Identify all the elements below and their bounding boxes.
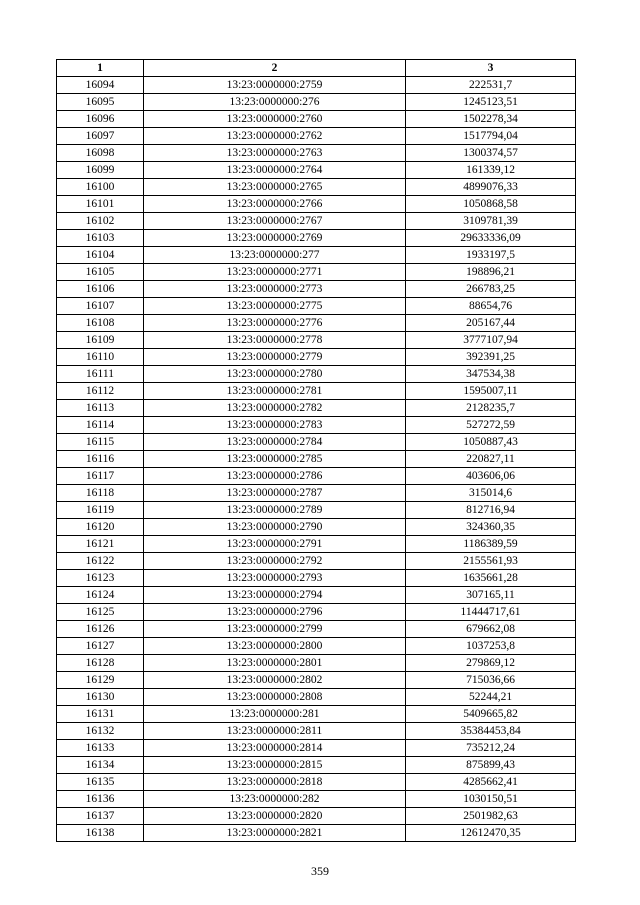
- row-number-cell: 16118: [57, 485, 144, 502]
- value-cell: 2155561,93: [406, 553, 576, 570]
- row-number-cell: 16132: [57, 723, 144, 740]
- cadastral-number-cell: 13:23:0000000:281: [144, 706, 406, 723]
- row-number-cell: 16123: [57, 570, 144, 587]
- cadastral-number-cell: 13:23:0000000:277: [144, 247, 406, 264]
- table-row: [57, 485, 576, 502]
- value-cell: 324360,35: [406, 519, 576, 536]
- table-body: [57, 77, 576, 842]
- row-number-cell: 16128: [57, 655, 144, 672]
- value-cell: 1186389,59: [406, 536, 576, 553]
- table-row: [57, 451, 576, 468]
- column-header-3: 3: [406, 60, 576, 77]
- table-row: [57, 264, 576, 281]
- row-number-cell: 16109: [57, 332, 144, 349]
- row-number-cell: 16134: [57, 757, 144, 774]
- cadastral-number-cell: 13:23:0000000:2778: [144, 332, 406, 349]
- table-row: [57, 400, 576, 417]
- cadastral-number-cell: 13:23:0000000:2760: [144, 111, 406, 128]
- value-cell: 266783,25: [406, 281, 576, 298]
- table-row: [57, 349, 576, 366]
- value-cell: 198896,21: [406, 264, 576, 281]
- value-cell: 1037253,8: [406, 638, 576, 655]
- cadastral-number-cell: 13:23:0000000:2815: [144, 757, 406, 774]
- table-row: [57, 468, 576, 485]
- table-row: [57, 196, 576, 213]
- table-row: [57, 757, 576, 774]
- cadastral-number-cell: 13:23:0000000:2762: [144, 128, 406, 145]
- table-row: [57, 638, 576, 655]
- table-row: [57, 825, 576, 842]
- value-cell: 403606,06: [406, 468, 576, 485]
- value-cell: 679662,08: [406, 621, 576, 638]
- row-number-cell: 16122: [57, 553, 144, 570]
- cadastral-number-cell: 13:23:0000000:2786: [144, 468, 406, 485]
- table-row: [57, 774, 576, 791]
- cadastral-number-cell: 13:23:0000000:2783: [144, 417, 406, 434]
- table-row: [57, 570, 576, 587]
- cadastral-number-cell: 13:23:0000000:2769: [144, 230, 406, 247]
- cadastral-number-cell: 13:23:0000000:2776: [144, 315, 406, 332]
- cadastral-number-cell: 13:23:0000000:2775: [144, 298, 406, 315]
- cadastral-number-cell: 13:23:0000000:2781: [144, 383, 406, 400]
- table-row: [57, 77, 576, 94]
- row-number-cell: 16115: [57, 434, 144, 451]
- row-number-cell: 16130: [57, 689, 144, 706]
- value-cell: 1595007,11: [406, 383, 576, 400]
- value-cell: 1517794,04: [406, 128, 576, 145]
- table-row: [57, 281, 576, 298]
- cadastral-number-cell: 13:23:0000000:2771: [144, 264, 406, 281]
- row-number-cell: 16104: [57, 247, 144, 264]
- value-cell: 392391,25: [406, 349, 576, 366]
- cadastral-number-cell: 13:23:0000000:2791: [144, 536, 406, 553]
- table-row: [57, 213, 576, 230]
- table-row: [57, 706, 576, 723]
- table-row: [57, 383, 576, 400]
- row-number-cell: 16129: [57, 672, 144, 689]
- value-cell: 1933197,5: [406, 247, 576, 264]
- table-row: [57, 723, 576, 740]
- value-cell: 1635661,28: [406, 570, 576, 587]
- value-cell: 875899,43: [406, 757, 576, 774]
- row-number-cell: 16094: [57, 77, 144, 94]
- cadastral-number-cell: 13:23:0000000:2779: [144, 349, 406, 366]
- value-cell: 4285662,41: [406, 774, 576, 791]
- cadastral-number-cell: 13:23:0000000:2763: [144, 145, 406, 162]
- cadastral-number-cell: 13:23:0000000:2808: [144, 689, 406, 706]
- value-cell: 715036,66: [406, 672, 576, 689]
- value-cell: 2501982,63: [406, 808, 576, 825]
- value-cell: 307165,11: [406, 587, 576, 604]
- cadastral-number-cell: 13:23:0000000:2782: [144, 400, 406, 417]
- row-number-cell: 16136: [57, 791, 144, 808]
- column-header-2: 2: [144, 60, 406, 77]
- cadastral-number-cell: 13:23:0000000:2785: [144, 451, 406, 468]
- table-row: [57, 298, 576, 315]
- table-row: [57, 672, 576, 689]
- value-cell: 222531,7: [406, 77, 576, 94]
- table-row: [57, 587, 576, 604]
- value-cell: 3777107,94: [406, 332, 576, 349]
- row-number-cell: 16119: [57, 502, 144, 519]
- cadastral-number-cell: 13:23:0000000:282: [144, 791, 406, 808]
- value-cell: 1300374,57: [406, 145, 576, 162]
- value-cell: 52244,21: [406, 689, 576, 706]
- cadastral-number-cell: 13:23:0000000:2792: [144, 553, 406, 570]
- value-cell: 3109781,39: [406, 213, 576, 230]
- value-cell: 5409665,82: [406, 706, 576, 723]
- value-cell: 88654,76: [406, 298, 576, 315]
- row-number-cell: 16138: [57, 825, 144, 842]
- cadastral-number-cell: 13:23:0000000:2793: [144, 570, 406, 587]
- table-row: [57, 808, 576, 825]
- cadastral-number-cell: 13:23:0000000:2764: [144, 162, 406, 179]
- value-cell: 527272,59: [406, 417, 576, 434]
- page-number: 359: [311, 864, 329, 878]
- row-number-cell: 16127: [57, 638, 144, 655]
- row-number-cell: 16121: [57, 536, 144, 553]
- row-number-cell: 16103: [57, 230, 144, 247]
- table-row: [57, 553, 576, 570]
- value-cell: 315014,6: [406, 485, 576, 502]
- table-row: [57, 230, 576, 247]
- value-cell: 12612470,35: [406, 825, 576, 842]
- table-row: [57, 247, 576, 264]
- table-row: [57, 740, 576, 757]
- value-cell: 29633336,09: [406, 230, 576, 247]
- value-cell: 1050887,43: [406, 434, 576, 451]
- row-number-cell: 16108: [57, 315, 144, 332]
- row-number-cell: 16113: [57, 400, 144, 417]
- table-row: [57, 94, 576, 111]
- table-row: [57, 417, 576, 434]
- row-number-cell: 16120: [57, 519, 144, 536]
- table-row: [57, 315, 576, 332]
- table-row: [57, 366, 576, 383]
- row-number-cell: 16117: [57, 468, 144, 485]
- row-number-cell: 16110: [57, 349, 144, 366]
- table-row: [57, 434, 576, 451]
- row-number-cell: 16096: [57, 111, 144, 128]
- cadastral-number-cell: 13:23:0000000:2794: [144, 587, 406, 604]
- table-row: [57, 179, 576, 196]
- cadastral-number-cell: 13:23:0000000:2796: [144, 604, 406, 621]
- column-header-1: 1: [57, 60, 144, 77]
- row-number-cell: 16097: [57, 128, 144, 145]
- cadastral-number-cell: 13:23:0000000:2765: [144, 179, 406, 196]
- row-number-cell: 16106: [57, 281, 144, 298]
- row-number-cell: 16124: [57, 587, 144, 604]
- value-cell: 347534,38: [406, 366, 576, 383]
- table-row: [57, 621, 576, 638]
- row-number-cell: 16114: [57, 417, 144, 434]
- cadastral-number-cell: 13:23:0000000:2801: [144, 655, 406, 672]
- cadastral-number-cell: 13:23:0000000:2800: [144, 638, 406, 655]
- cadastral-number-cell: 13:23:0000000:2773: [144, 281, 406, 298]
- row-number-cell: 16125: [57, 604, 144, 621]
- table-row: [57, 128, 576, 145]
- value-cell: 1050868,58: [406, 196, 576, 213]
- cadastral-number-cell: 13:23:0000000:2787: [144, 485, 406, 502]
- value-cell: 812716,94: [406, 502, 576, 519]
- cadastral-number-cell: 13:23:0000000:2802: [144, 672, 406, 689]
- row-number-cell: 16126: [57, 621, 144, 638]
- cadastral-number-cell: 13:23:0000000:2811: [144, 723, 406, 740]
- cadastral-number-cell: 13:23:0000000:2759: [144, 77, 406, 94]
- value-cell: 161339,12: [406, 162, 576, 179]
- cadastral-number-cell: 13:23:0000000:2789: [144, 502, 406, 519]
- table-header-row: [57, 60, 576, 77]
- cadastral-number-cell: 13:23:0000000:2766: [144, 196, 406, 213]
- row-number-cell: 16137: [57, 808, 144, 825]
- value-cell: 735212,24: [406, 740, 576, 757]
- value-cell: 4899076,33: [406, 179, 576, 196]
- cadastral-value-table: [56, 59, 576, 842]
- row-number-cell: 16131: [57, 706, 144, 723]
- cadastral-number-cell: 13:23:0000000:2790: [144, 519, 406, 536]
- row-number-cell: 16102: [57, 213, 144, 230]
- row-number-cell: 16135: [57, 774, 144, 791]
- cadastral-number-cell: 13:23:0000000:276: [144, 94, 406, 111]
- row-number-cell: 16101: [57, 196, 144, 213]
- table-row: [57, 689, 576, 706]
- table-row: [57, 111, 576, 128]
- cadastral-number-cell: 13:23:0000000:2821: [144, 825, 406, 842]
- value-cell: 2128235,7: [406, 400, 576, 417]
- row-number-cell: 16095: [57, 94, 144, 111]
- value-cell: 1030150,51: [406, 791, 576, 808]
- cadastral-number-cell: 13:23:0000000:2818: [144, 774, 406, 791]
- cadastral-number-cell: 13:23:0000000:2780: [144, 366, 406, 383]
- cadastral-number-cell: 13:23:0000000:2814: [144, 740, 406, 757]
- table-row: [57, 332, 576, 349]
- table-row: [57, 145, 576, 162]
- table-row: [57, 519, 576, 536]
- row-number-cell: 16116: [57, 451, 144, 468]
- value-cell: 279869,12: [406, 655, 576, 672]
- table-row: [57, 162, 576, 179]
- cadastral-number-cell: 13:23:0000000:2767: [144, 213, 406, 230]
- value-cell: 205167,44: [406, 315, 576, 332]
- row-number-cell: 16107: [57, 298, 144, 315]
- cadastral-number-cell: 13:23:0000000:2799: [144, 621, 406, 638]
- value-cell: 11444717,61: [406, 604, 576, 621]
- value-cell: 1502278,34: [406, 111, 576, 128]
- row-number-cell: 16100: [57, 179, 144, 196]
- table-row: [57, 791, 576, 808]
- row-number-cell: 16112: [57, 383, 144, 400]
- value-cell: 35384453,84: [406, 723, 576, 740]
- table-row: [57, 604, 576, 621]
- row-number-cell: 16098: [57, 145, 144, 162]
- row-number-cell: 16111: [57, 366, 144, 383]
- row-number-cell: 16133: [57, 740, 144, 757]
- cadastral-number-cell: 13:23:0000000:2784: [144, 434, 406, 451]
- table-row: [57, 655, 576, 672]
- value-cell: 1245123,51: [406, 94, 576, 111]
- value-cell: 220827,11: [406, 451, 576, 468]
- table-row: [57, 502, 576, 519]
- cadastral-number-cell: 13:23:0000000:2820: [144, 808, 406, 825]
- table-row: [57, 536, 576, 553]
- row-number-cell: 16105: [57, 264, 144, 281]
- row-number-cell: 16099: [57, 162, 144, 179]
